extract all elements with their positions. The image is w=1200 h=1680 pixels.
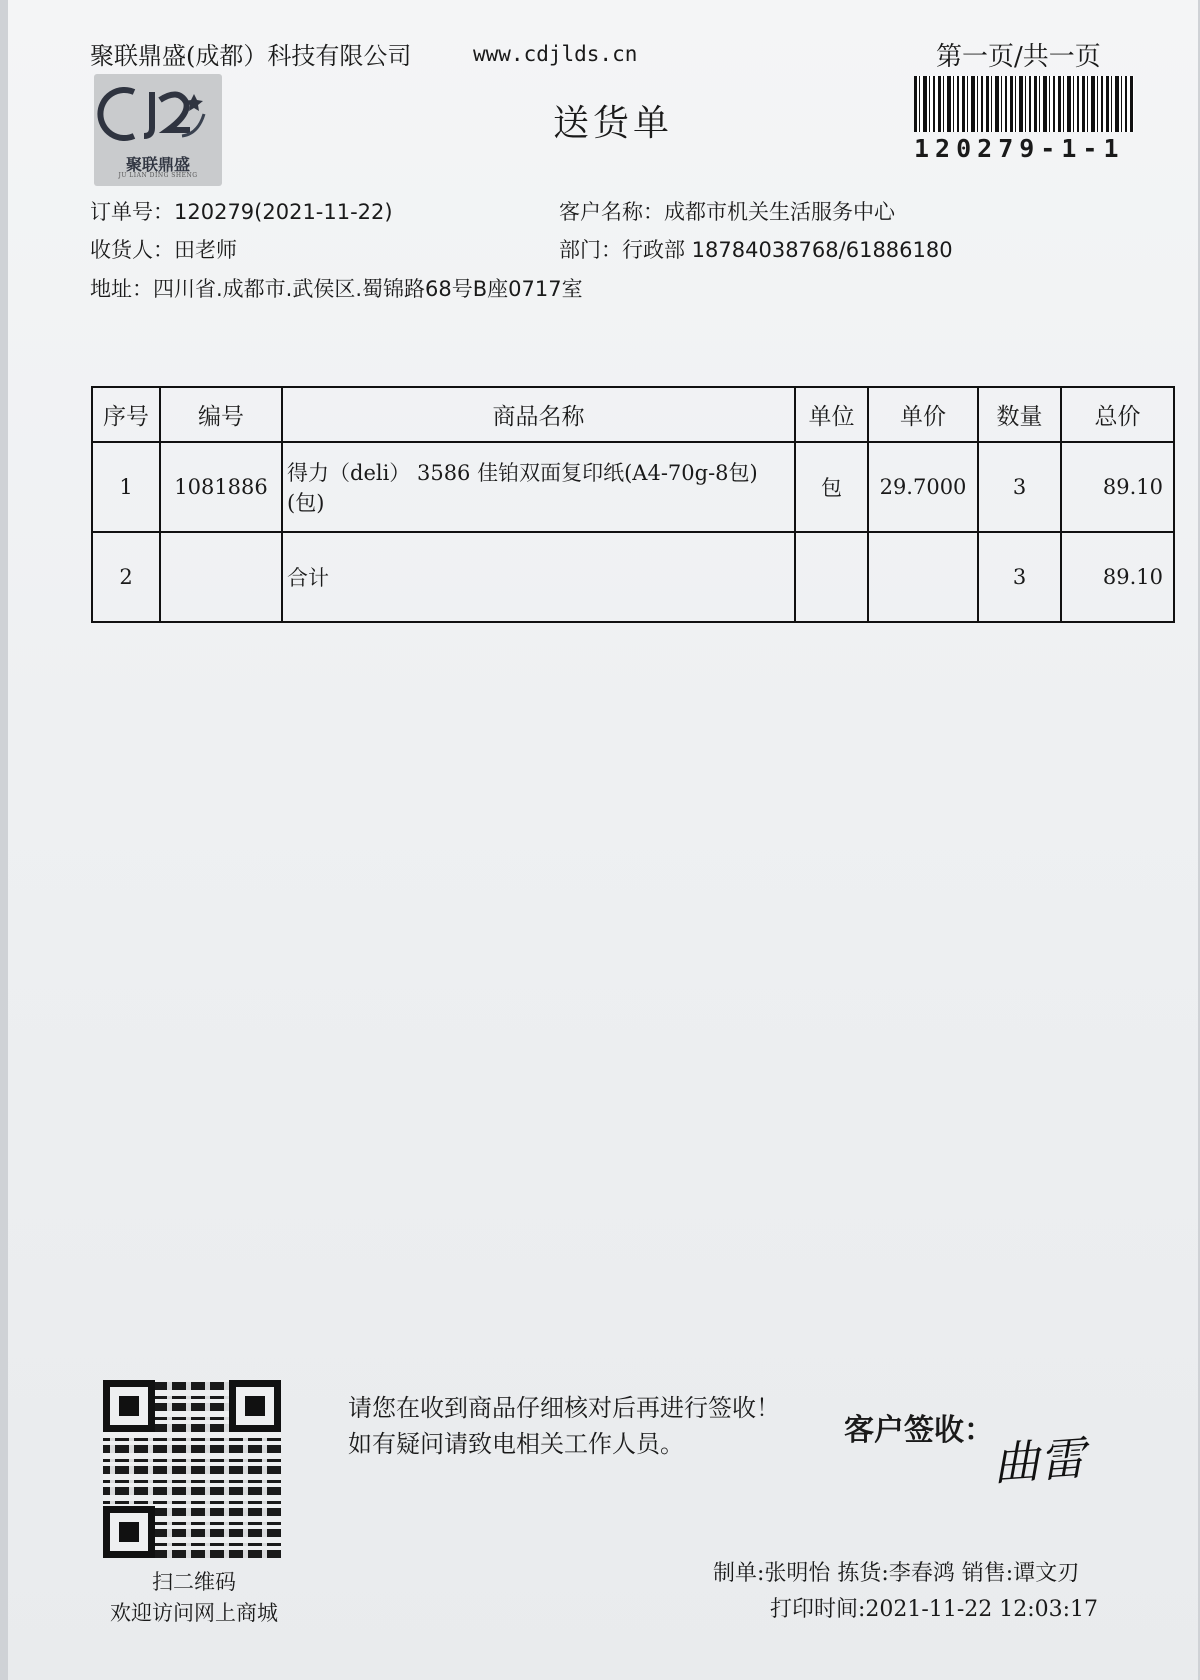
cell-code: 1081886 <box>160 442 282 532</box>
table-row <box>92 532 1174 622</box>
customer-row <box>559 196 895 226</box>
receipt-notice: 请您在收到商品仔细核对后再进行签收！如有疑问请致电相关工作人员。 <box>348 1394 780 1458</box>
qr-caption-welcome: 欢迎访问网上商城 <box>110 1601 278 1625</box>
cell-unit-price <box>868 532 978 622</box>
barcode <box>914 76 1134 132</box>
address-row <box>90 273 583 303</box>
cell-unit <box>795 532 868 622</box>
cell-seq: 2 <box>92 532 160 622</box>
department-value: 行政部 18784038768/61886180 <box>622 238 953 262</box>
goods-table <box>91 386 1175 623</box>
table-row <box>92 442 1174 532</box>
barcode-number: 120279-1-1 <box>914 134 1125 163</box>
order-number-value: 120279(2021-11-22) <box>174 200 393 224</box>
header-product-name: 商品名称 <box>282 387 795 442</box>
customer-value: 成都市机关生活服务中心 <box>664 200 895 224</box>
page-indicator: 第一页/共一页 <box>936 42 1101 72</box>
cell-total: 89.10 <box>1061 532 1174 622</box>
qr-code <box>103 1380 281 1558</box>
order-number-label: 订单号： <box>90 200 174 224</box>
delivery-note <box>8 0 1198 1680</box>
staff-info: 制单:张明怡 拣货:李春鸿 销售:谭文刃 <box>713 1561 1080 1586</box>
header-code: 编号 <box>160 387 282 442</box>
document-title: 送货单 <box>553 103 674 144</box>
receiver-label: 收货人： <box>90 238 174 262</box>
logo-subtitle: JU LIAN DING SHENG <box>118 172 198 179</box>
address-value: 四川省.成都市.武侯区.蜀锦路68号B座0717室 <box>153 277 583 301</box>
header-unit: 单位 <box>795 387 868 442</box>
logo-text: 聚联鼎盛 <box>125 155 190 174</box>
qr-caption-scan: 扫二维码 <box>152 1570 236 1594</box>
department-row <box>559 234 953 264</box>
company-name: 聚联鼎盛(成都）科技有限公司 <box>90 42 412 70</box>
header-seq: 序号 <box>92 387 160 442</box>
cell-unit-price: 29.7000 <box>868 442 978 532</box>
cell-total: 89.10 <box>1061 442 1174 532</box>
department-label: 部门： <box>559 238 622 262</box>
cell-product-name: 合计 <box>282 532 795 622</box>
cell-product-name: 得力（deli） 3586 佳铂双面复印纸(A4-70g-8包)(包) <box>282 442 795 532</box>
cell-code <box>160 532 282 622</box>
website-url: www.cdjlds.cn <box>473 42 638 66</box>
cell-seq: 1 <box>92 442 160 532</box>
receiver-value: 田老师 <box>174 238 237 262</box>
receiver-row <box>90 234 237 264</box>
header-total: 总价 <box>1061 387 1174 442</box>
order-number-row <box>90 196 393 226</box>
qr-finder-top-right <box>229 1380 281 1432</box>
print-time: 打印时间:2021-11-22 12:03:17 <box>770 1597 1099 1622</box>
table-header-row <box>92 387 1174 442</box>
header-unit-price: 单价 <box>868 387 978 442</box>
customer-label: 客户名称： <box>559 200 664 224</box>
qr-finder-bottom-left <box>103 1506 155 1558</box>
address-label: 地址： <box>90 277 153 301</box>
cell-quantity: 3 <box>978 442 1061 532</box>
customer-sign-label: 客户签收： <box>844 1413 994 1448</box>
cell-unit: 包 <box>795 442 868 532</box>
jlds-logo-icon <box>94 74 222 152</box>
cell-quantity: 3 <box>978 532 1061 622</box>
company-logo <box>94 74 222 186</box>
qr-finder-top-left <box>103 1380 155 1432</box>
header-quantity: 数量 <box>978 387 1061 442</box>
customer-signature: 曲雷 <box>991 1430 1087 1492</box>
